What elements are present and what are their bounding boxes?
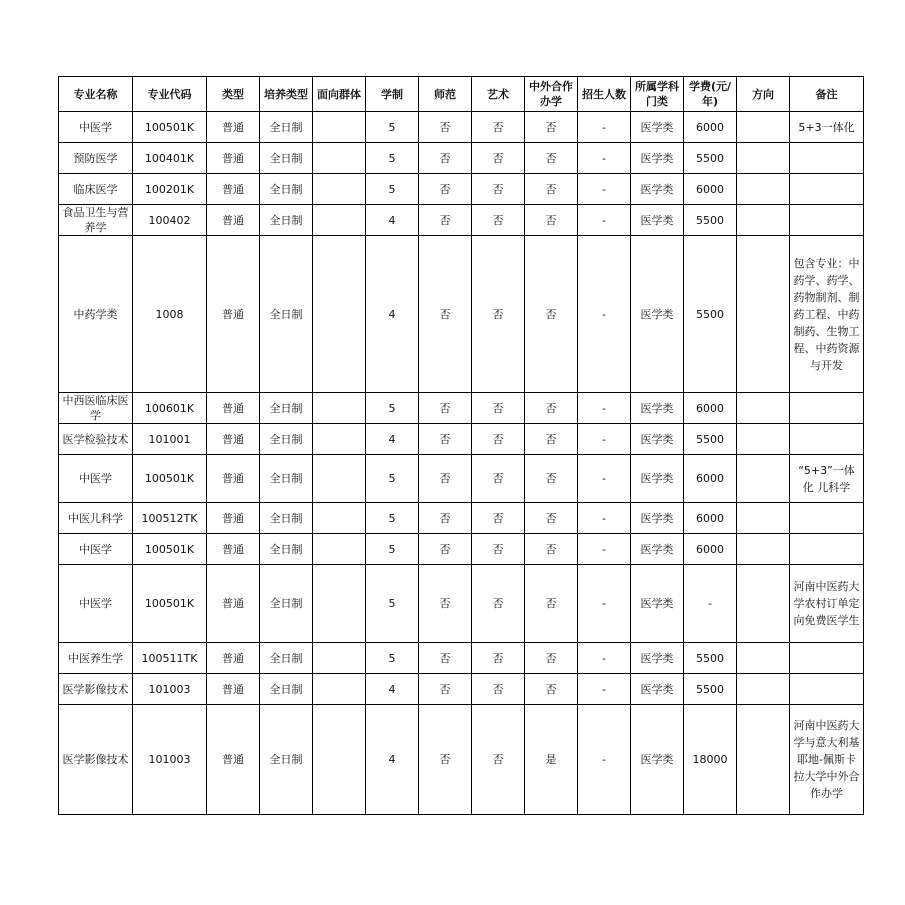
cell-type: 普通	[207, 503, 260, 534]
cell-enrollment: -	[578, 174, 631, 205]
cell-discipline: 医学类	[631, 205, 684, 236]
cell-direction	[737, 565, 790, 643]
cell-type: 普通	[207, 205, 260, 236]
cell-normal: 否	[419, 112, 472, 143]
cell-art: 否	[472, 565, 525, 643]
cell-enrollment: -	[578, 205, 631, 236]
cell-target-group	[313, 565, 366, 643]
cell-major-code: 100201K	[133, 174, 207, 205]
cell-discipline: 医学类	[631, 393, 684, 424]
cell-tuition: 5500	[684, 643, 737, 674]
cell-enrollment: -	[578, 112, 631, 143]
cell-target-group	[313, 503, 366, 534]
cell-study-mode: 全日制	[260, 503, 313, 534]
cell-remarks: “5+3”一体化 儿科学	[790, 455, 864, 503]
cell-major-code: 100501K	[133, 455, 207, 503]
cell-remarks	[790, 674, 864, 705]
cell-type: 普通	[207, 674, 260, 705]
cell-discipline: 医学类	[631, 503, 684, 534]
cell-study-mode: 全日制	[260, 534, 313, 565]
cell-joint-program: 否	[525, 236, 578, 393]
cell-duration: 4	[366, 424, 419, 455]
cell-normal: 否	[419, 174, 472, 205]
header-major-code: 专业代码	[133, 77, 207, 112]
cell-target-group	[313, 534, 366, 565]
cell-target-group	[313, 424, 366, 455]
cell-joint-program: 否	[525, 424, 578, 455]
cell-study-mode: 全日制	[260, 143, 313, 174]
header-target-group: 面向群体	[313, 77, 366, 112]
cell-enrollment: -	[578, 503, 631, 534]
cell-target-group	[313, 674, 366, 705]
cell-major-name: 中医学	[59, 565, 133, 643]
cell-major-name: 中医学	[59, 534, 133, 565]
table-row	[59, 174, 864, 205]
cell-remarks	[790, 393, 864, 424]
header-major-name: 专业名称	[59, 77, 133, 112]
cell-tuition: 5500	[684, 424, 737, 455]
cell-normal: 否	[419, 534, 472, 565]
cell-type: 普通	[207, 643, 260, 674]
cell-type: 普通	[207, 236, 260, 393]
cell-type: 普通	[207, 143, 260, 174]
cell-discipline: 医学类	[631, 236, 684, 393]
table-row	[59, 424, 864, 455]
cell-study-mode: 全日制	[260, 393, 313, 424]
cell-major-name: 医学影像技术	[59, 705, 133, 815]
cell-normal: 否	[419, 705, 472, 815]
cell-study-mode: 全日制	[260, 236, 313, 393]
cell-major-code: 100512TK	[133, 503, 207, 534]
cell-target-group	[313, 112, 366, 143]
cell-art: 否	[472, 503, 525, 534]
cell-duration: 5	[366, 143, 419, 174]
table-row	[59, 112, 864, 143]
cell-normal: 否	[419, 205, 472, 236]
cell-direction	[737, 674, 790, 705]
cell-joint-program: 否	[525, 393, 578, 424]
cell-joint-program: 否	[525, 534, 578, 565]
table-row	[59, 205, 864, 236]
cell-duration: 5	[366, 503, 419, 534]
table-body	[59, 112, 864, 815]
cell-discipline: 医学类	[631, 112, 684, 143]
cell-duration: 4	[366, 205, 419, 236]
cell-joint-program: 否	[525, 565, 578, 643]
cell-enrollment: -	[578, 424, 631, 455]
cell-joint-program: 否	[525, 643, 578, 674]
cell-major-name: 中医儿科学	[59, 503, 133, 534]
cell-study-mode: 全日制	[260, 705, 313, 815]
cell-study-mode: 全日制	[260, 674, 313, 705]
cell-discipline: 医学类	[631, 705, 684, 815]
cell-direction	[737, 236, 790, 393]
header-art: 艺术	[472, 77, 525, 112]
cell-normal: 否	[419, 236, 472, 393]
cell-major-code: 100511TK	[133, 643, 207, 674]
cell-remarks: 包含专业：中药学、药学、药物制剂、制药工程、中药制药、生物工程、中药资源与开发	[790, 236, 864, 393]
header-tuition: 学费(元/年)	[684, 77, 737, 112]
cell-major-name: 医学检验技术	[59, 424, 133, 455]
cell-major-name: 中药学类	[59, 236, 133, 393]
cell-remarks	[790, 503, 864, 534]
cell-normal: 否	[419, 424, 472, 455]
cell-normal: 否	[419, 565, 472, 643]
cell-study-mode: 全日制	[260, 174, 313, 205]
cell-enrollment: -	[578, 393, 631, 424]
cell-direction	[737, 174, 790, 205]
cell-art: 否	[472, 205, 525, 236]
cell-joint-program: 否	[525, 205, 578, 236]
cell-enrollment: -	[578, 705, 631, 815]
cell-major-code: 101003	[133, 674, 207, 705]
cell-major-code: 100401K	[133, 143, 207, 174]
header-normal: 师范	[419, 77, 472, 112]
cell-major-code: 100402	[133, 205, 207, 236]
cell-enrollment: -	[578, 565, 631, 643]
cell-major-name: 中医学	[59, 455, 133, 503]
cell-target-group	[313, 143, 366, 174]
table-row	[59, 674, 864, 705]
cell-duration: 5	[366, 174, 419, 205]
cell-joint-program: 是	[525, 705, 578, 815]
table-row	[59, 393, 864, 424]
cell-direction	[737, 205, 790, 236]
cell-target-group	[313, 236, 366, 393]
cell-type: 普通	[207, 455, 260, 503]
cell-enrollment: -	[578, 534, 631, 565]
cell-tuition: 6000	[684, 393, 737, 424]
cell-art: 否	[472, 674, 525, 705]
cell-duration: 5	[366, 565, 419, 643]
cell-remarks: 河南中医药大学农村订单定向免费医学生	[790, 565, 864, 643]
cell-remarks	[790, 534, 864, 565]
cell-major-code: 100601K	[133, 393, 207, 424]
cell-duration: 4	[366, 674, 419, 705]
header-joint-program: 中外合作办学	[525, 77, 578, 112]
table-row	[59, 705, 864, 815]
cell-remarks	[790, 174, 864, 205]
cell-type: 普通	[207, 112, 260, 143]
table-row	[59, 643, 864, 674]
cell-major-name: 预防医学	[59, 143, 133, 174]
cell-tuition: 6000	[684, 174, 737, 205]
cell-type: 普通	[207, 705, 260, 815]
table-row	[59, 236, 864, 393]
cell-direction	[737, 643, 790, 674]
cell-duration: 4	[366, 705, 419, 815]
cell-duration: 5	[366, 643, 419, 674]
cell-art: 否	[472, 174, 525, 205]
cell-remarks: 5+3一体化	[790, 112, 864, 143]
cell-target-group	[313, 174, 366, 205]
cell-major-code: 100501K	[133, 534, 207, 565]
cell-enrollment: -	[578, 143, 631, 174]
cell-direction	[737, 424, 790, 455]
cell-normal: 否	[419, 393, 472, 424]
cell-tuition: 18000	[684, 705, 737, 815]
cell-normal: 否	[419, 143, 472, 174]
cell-direction	[737, 112, 790, 143]
cell-remarks	[790, 143, 864, 174]
header-row	[59, 77, 864, 112]
cell-target-group	[313, 205, 366, 236]
cell-normal: 否	[419, 674, 472, 705]
cell-enrollment: -	[578, 455, 631, 503]
cell-tuition: 6000	[684, 112, 737, 143]
cell-discipline: 医学类	[631, 565, 684, 643]
cell-normal: 否	[419, 643, 472, 674]
cell-type: 普通	[207, 565, 260, 643]
cell-direction	[737, 143, 790, 174]
cell-enrollment: -	[578, 674, 631, 705]
cell-direction	[737, 534, 790, 565]
cell-tuition: -	[684, 565, 737, 643]
table-row	[59, 534, 864, 565]
table-row	[59, 143, 864, 174]
cell-type: 普通	[207, 534, 260, 565]
cell-study-mode: 全日制	[260, 205, 313, 236]
cell-normal: 否	[419, 503, 472, 534]
cell-target-group	[313, 455, 366, 503]
cell-joint-program: 否	[525, 143, 578, 174]
cell-duration: 4	[366, 236, 419, 393]
cell-study-mode: 全日制	[260, 565, 313, 643]
cell-type: 普通	[207, 174, 260, 205]
header-remarks: 备注	[790, 77, 864, 112]
cell-major-code: 1008	[133, 236, 207, 393]
cell-discipline: 医学类	[631, 643, 684, 674]
cell-joint-program: 否	[525, 674, 578, 705]
cell-discipline: 医学类	[631, 674, 684, 705]
cell-normal: 否	[419, 455, 472, 503]
header-type: 类型	[207, 77, 260, 112]
cell-tuition: 6000	[684, 455, 737, 503]
cell-joint-program: 否	[525, 455, 578, 503]
cell-art: 否	[472, 236, 525, 393]
cell-enrollment: -	[578, 236, 631, 393]
cell-duration: 5	[366, 455, 419, 503]
cell-remarks	[790, 643, 864, 674]
cell-major-name: 医学影像技术	[59, 674, 133, 705]
table-row	[59, 455, 864, 503]
header-enrollment: 招生人数	[578, 77, 631, 112]
cell-art: 否	[472, 112, 525, 143]
cell-type: 普通	[207, 424, 260, 455]
cell-tuition: 5500	[684, 205, 737, 236]
cell-major-code: 100501K	[133, 565, 207, 643]
cell-direction	[737, 393, 790, 424]
header-study-mode: 培养类型	[260, 77, 313, 112]
cell-art: 否	[472, 643, 525, 674]
header-discipline: 所属学科门类	[631, 77, 684, 112]
cell-major-code: 101003	[133, 705, 207, 815]
table-row	[59, 503, 864, 534]
cell-major-name: 临床医学	[59, 174, 133, 205]
cell-discipline: 医学类	[631, 143, 684, 174]
cell-tuition: 5500	[684, 674, 737, 705]
header-duration: 学制	[366, 77, 419, 112]
cell-study-mode: 全日制	[260, 455, 313, 503]
cell-art: 否	[472, 424, 525, 455]
cell-major-name: 食品卫生与营养学	[59, 205, 133, 236]
cell-duration: 5	[366, 393, 419, 424]
cell-joint-program: 否	[525, 503, 578, 534]
cell-duration: 5	[366, 112, 419, 143]
cell-art: 否	[472, 534, 525, 565]
cell-direction	[737, 503, 790, 534]
cell-study-mode: 全日制	[260, 424, 313, 455]
cell-study-mode: 全日制	[260, 112, 313, 143]
cell-tuition: 6000	[684, 503, 737, 534]
cell-direction	[737, 455, 790, 503]
cell-discipline: 医学类	[631, 534, 684, 565]
cell-tuition: 5500	[684, 236, 737, 393]
cell-discipline: 医学类	[631, 424, 684, 455]
cell-major-name: 中医学	[59, 112, 133, 143]
cell-joint-program: 否	[525, 174, 578, 205]
cell-remarks	[790, 424, 864, 455]
cell-major-code: 101001	[133, 424, 207, 455]
cell-duration: 5	[366, 534, 419, 565]
cell-discipline: 医学类	[631, 455, 684, 503]
cell-art: 否	[472, 705, 525, 815]
cell-target-group	[313, 705, 366, 815]
cell-target-group	[313, 393, 366, 424]
majors-table	[58, 76, 864, 815]
cell-major-name: 中西医临床医学	[59, 393, 133, 424]
cell-type: 普通	[207, 393, 260, 424]
cell-major-code: 100501K	[133, 112, 207, 143]
cell-tuition: 6000	[684, 534, 737, 565]
cell-joint-program: 否	[525, 112, 578, 143]
cell-enrollment: -	[578, 643, 631, 674]
cell-art: 否	[472, 455, 525, 503]
cell-discipline: 医学类	[631, 174, 684, 205]
cell-remarks: 河南中医药大学与意大利基耶地-佩斯卡拉大学中外合作办学	[790, 705, 864, 815]
cell-tuition: 5500	[684, 143, 737, 174]
header-direction: 方向	[737, 77, 790, 112]
cell-study-mode: 全日制	[260, 643, 313, 674]
cell-art: 否	[472, 393, 525, 424]
cell-art: 否	[472, 143, 525, 174]
cell-remarks	[790, 205, 864, 236]
cell-target-group	[313, 643, 366, 674]
cell-direction	[737, 705, 790, 815]
cell-major-name: 中医养生学	[59, 643, 133, 674]
table-row	[59, 565, 864, 643]
